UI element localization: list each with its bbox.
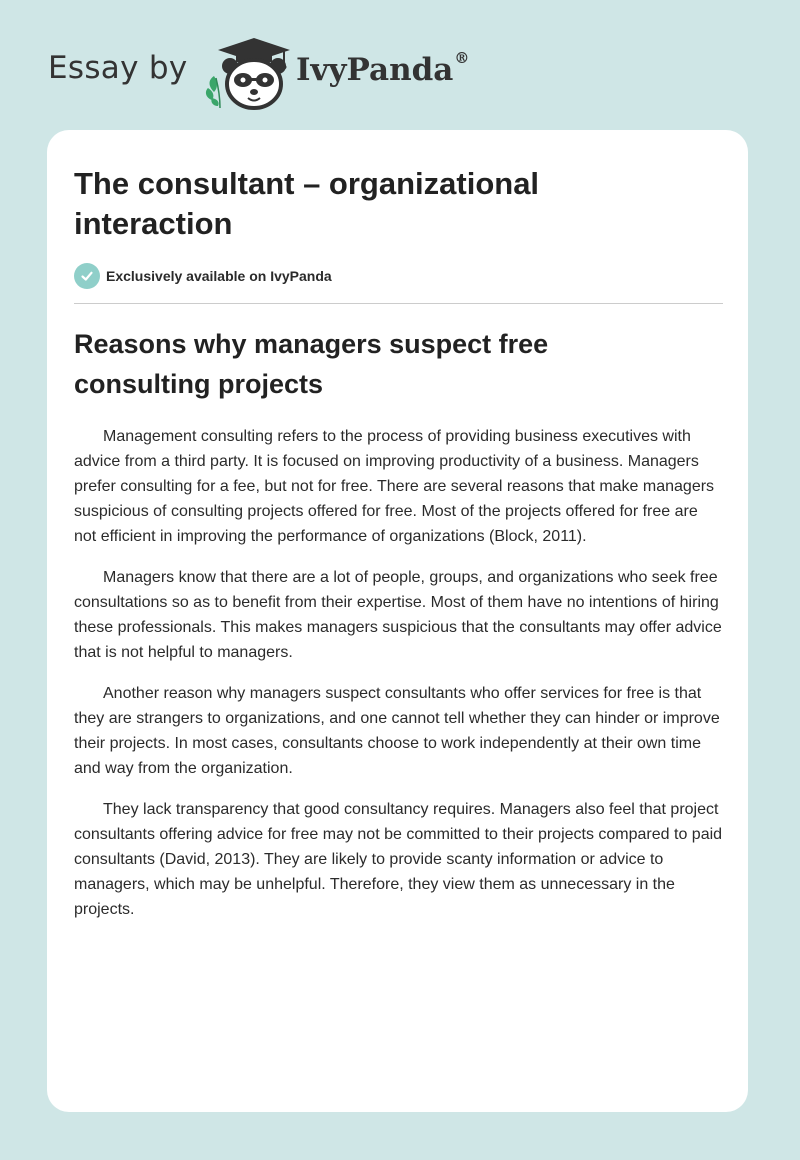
check-circle-icon (74, 263, 100, 289)
panda-graduate-logo-icon[interactable] (200, 36, 296, 110)
exclusive-badge-label: Exclusively available on IvyPanda (106, 268, 332, 284)
section-heading: Reasons why managers suspect free consulting projects (74, 329, 549, 399)
paragraph-4: They lack transparency that good consultancy requires. Managers also feel that project consultants offering advice for free may not be committed to their projects compared to paid consultants (David, 2013). They are likely to provide scanty information or advice to managers, which may be unhelpful. Therefore, they view them as unnecessary in the projects. (74, 801, 723, 918)
divider (74, 303, 723, 304)
page-title: The consultant – organizational interaction (74, 166, 540, 241)
paragraph-3: Another reason why managers suspect consultants who offer services for free is that they are strangers to organizations, and one cannot tell whether they can hinder or improve their projects. In most cases, consultants choose to work independently at their own time and way from the organization. (74, 685, 720, 777)
essay-by-label: Essay by (48, 50, 188, 86)
exclusive-badge (74, 263, 332, 289)
brand-name[interactable]: IvyPanda® (296, 48, 470, 88)
paragraph-1: Management consulting refers to the process of providing business executives with advice from a third party. It is focused on improving productivity of a business. Managers prefer consulting for a fee, but not for free. There are several reasons that make managers suspicious of consulting projects offered for free. Most of the projects offered for free are not efficient in improving the performance of organizations (Block, 2011). (74, 428, 715, 545)
paragraph-2: Managers know that there are a lot of people, groups, and organizations who seek free consultations so as to benefit from their expertise. Most of them have no intentions of hiring these professionals. This makes managers suspicious that the consultants may offer advice that is not helpful to managers. (74, 569, 722, 661)
article-body (74, 424, 724, 938)
article-card (47, 130, 748, 1112)
site-header (0, 0, 800, 130)
registered-mark: ® (454, 48, 470, 67)
